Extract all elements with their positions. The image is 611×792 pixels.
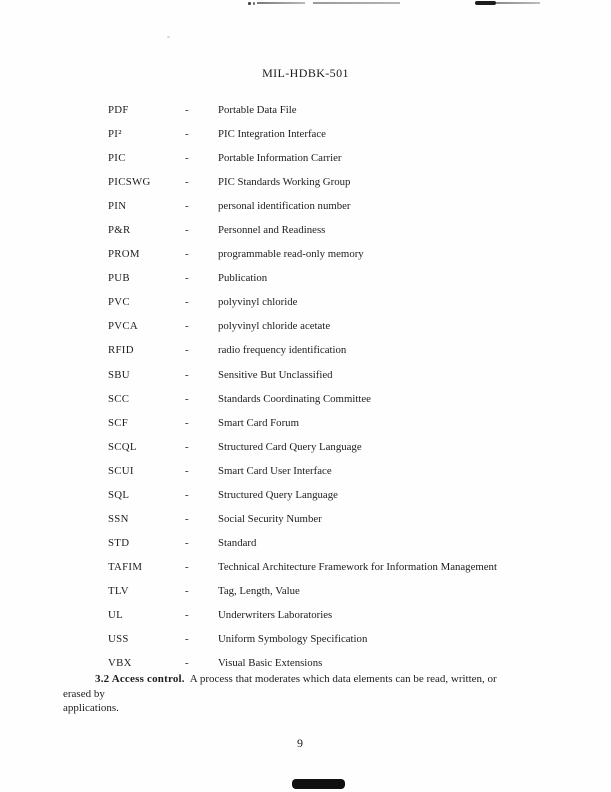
section-paragraph (63, 672, 515, 716)
dash-separator: - (185, 224, 189, 237)
acronym-row (108, 266, 578, 290)
scan-artifact-line (257, 2, 305, 4)
dash-separator: - (185, 464, 189, 477)
dash-separator: - (185, 416, 189, 429)
dash-separator: - (185, 440, 189, 453)
acronym-label: PROM (108, 248, 140, 261)
dash-separator: - (185, 296, 189, 309)
acronym-label: VBX (108, 657, 132, 670)
scan-artifact-mark-bottom (292, 779, 345, 789)
dash-separator: - (185, 609, 189, 621)
acronym-definition: Portable Data File (218, 104, 297, 117)
acronym-label: PICSWG (108, 176, 151, 189)
acronym-row (108, 387, 578, 411)
acronym-row (108, 363, 578, 387)
acronym-row (108, 98, 578, 122)
dash-separator: - (185, 536, 189, 549)
dash-separator: - (185, 200, 189, 213)
acronym-row (108, 122, 578, 146)
acronym-definition: Visual Basic Extensions (218, 657, 323, 670)
acronym-list (108, 98, 578, 675)
acronym-row (108, 338, 578, 362)
acronym-definition: Uniform Symbology Specification (218, 633, 368, 646)
scan-artifact-dot (167, 36, 170, 38)
acronym-label: UL (108, 609, 123, 621)
scan-artifact-mark-top-2 (313, 2, 400, 4)
page-number: 9 (297, 736, 303, 750)
dash-separator: - (185, 560, 189, 573)
acronym-label: SCF (108, 416, 129, 429)
acronym-definition: Smart Card Forum (218, 416, 299, 429)
acronym-row (108, 435, 578, 459)
acronym-label: PIN (108, 200, 127, 213)
scan-artifact-line (496, 2, 540, 4)
acronym-label: PUB (108, 272, 130, 285)
dash-separator: - (185, 633, 189, 646)
dash-separator: - (185, 657, 189, 670)
acronym-label: PVCA (108, 320, 139, 333)
acronym-row (108, 507, 578, 531)
dash-separator: - (185, 176, 189, 189)
acronym-definition: Tag, Length, Value (218, 584, 300, 597)
acronym-label: SQL (108, 488, 130, 501)
acronym-label: TLV (108, 584, 129, 597)
acronym-row (108, 411, 578, 435)
acronym-row (108, 170, 578, 194)
acronym-definition: Standards Coordinating Committee (218, 392, 371, 405)
acronym-definition: personal identification number (218, 200, 351, 213)
acronym-definition: Technical Architecture Framework for Information Management (218, 560, 497, 573)
dash-separator: - (185, 152, 189, 165)
scan-artifact-blob (475, 1, 496, 5)
acronym-label: TAFIM (108, 560, 143, 573)
acronym-definition: PIC Integration Interface (218, 128, 326, 141)
acronym-label: SSN (108, 512, 129, 525)
acronym-label: RFID (108, 344, 134, 357)
acronym-row (108, 531, 578, 555)
acronym-label: STD (108, 536, 130, 549)
dash-separator: - (185, 368, 189, 381)
acronym-label: PI² (108, 128, 122, 141)
acronym-row (108, 218, 578, 242)
acronym-definition: programmable read-only memory (218, 248, 364, 261)
dash-separator: - (185, 248, 189, 261)
dash-separator: - (185, 320, 189, 333)
acronym-label: SCUI (108, 464, 134, 477)
section-heading: 3.2 Access control. (95, 673, 185, 685)
acronym-label: SBU (108, 368, 130, 381)
acronym-label: SCQL (108, 440, 137, 453)
acronym-definition: Portable Information Carrier (218, 152, 342, 165)
acronym-row (108, 242, 578, 266)
acronym-definition: polyvinyl chloride acetate (218, 320, 331, 333)
acronym-label: PVC (108, 296, 130, 309)
acronym-row (108, 555, 578, 579)
acronym-label: USS (108, 633, 129, 646)
section-body-line1: A process that moderates which data elements can be read, written, or erased by (63, 673, 497, 700)
dash-separator: - (185, 584, 189, 597)
acronym-definition: PIC Standards Working Group (218, 176, 351, 189)
acronym-definition: radio frequency identification (218, 344, 347, 357)
acronym-label: PDF (108, 104, 129, 117)
acronym-row (108, 194, 578, 218)
dash-separator: - (185, 392, 189, 405)
acronym-definition: Standard (218, 536, 257, 549)
acronym-label: P&R (108, 224, 131, 237)
acronym-definition: Publication (218, 272, 268, 285)
acronym-definition: Personnel and Readiness (218, 224, 326, 237)
acronym-row (108, 483, 578, 507)
acronym-row (108, 603, 578, 627)
acronym-row (108, 290, 578, 314)
acronym-label: SCC (108, 392, 130, 405)
document-title: MIL-HDBK-501 (262, 66, 349, 80)
dash-separator: - (185, 272, 189, 285)
acronym-label: PIC (108, 152, 126, 165)
acronym-definition: Structured Query Language (218, 488, 338, 501)
acronym-row (108, 627, 578, 651)
acronym-definition: Social Security Number (218, 512, 322, 525)
acronym-definition: Underwriters Laboratories (218, 609, 333, 621)
acronym-row (108, 146, 578, 170)
section-body-line2: applications. (63, 702, 119, 714)
dash-separator: - (185, 104, 189, 117)
acronym-definition: Structured Card Query Language (218, 440, 362, 453)
acronym-row (108, 579, 578, 603)
acronym-definition: polyvinyl chloride (218, 296, 298, 309)
acronym-definition: Smart Card User Interface (218, 464, 332, 477)
scan-artifact-speck (248, 2, 251, 5)
dash-separator: - (185, 128, 189, 141)
scan-artifact-speck (253, 2, 255, 5)
acronym-row (108, 459, 578, 483)
acronym-definition: Sensitive But Unclassified (218, 368, 333, 381)
acronym-row (108, 314, 578, 338)
dash-separator: - (185, 512, 189, 525)
dash-separator: - (185, 488, 189, 501)
dash-separator: - (185, 344, 189, 357)
